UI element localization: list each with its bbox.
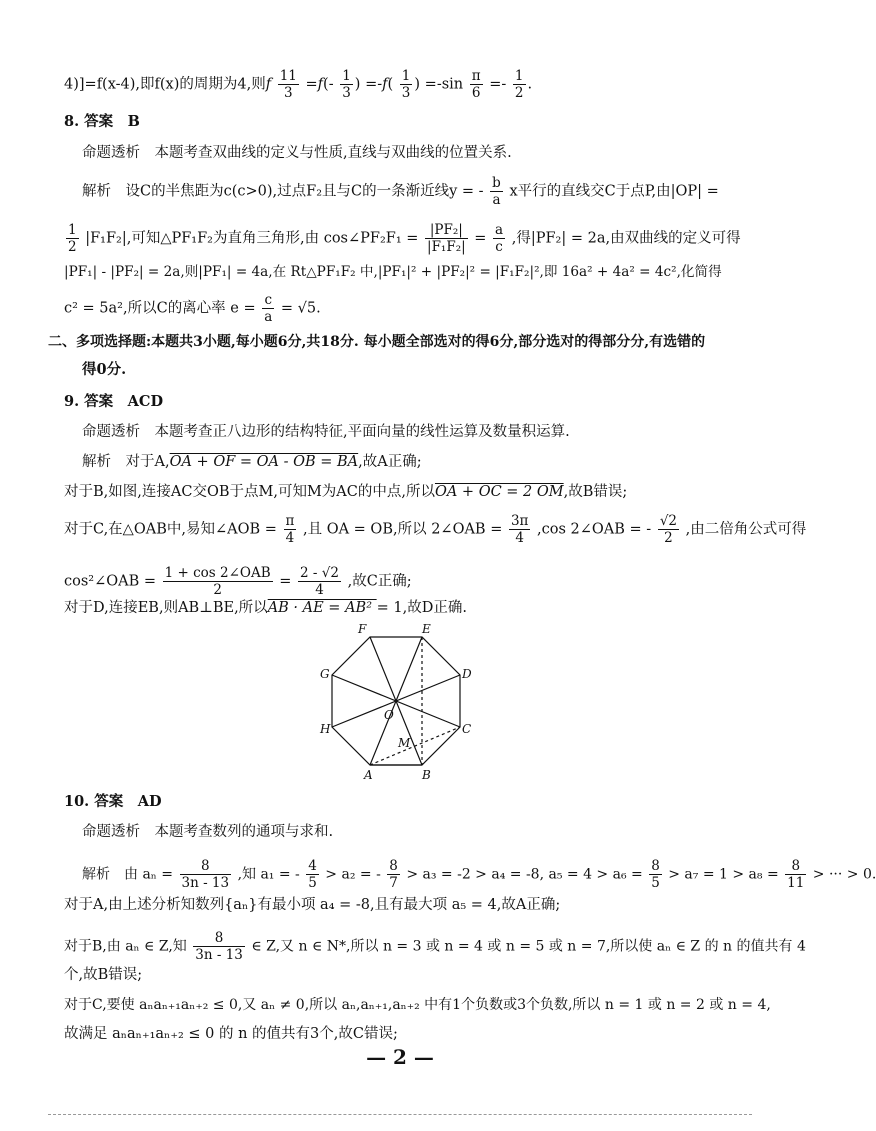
answer-heading-9: 9. 答案 ACD [64,393,164,410]
text-line: 解析 由 aₙ = $\frac{8}{3n - 13}$ ,知 a₁ = - $\frac{4}{5}$ > a₂ = - $\frac{8}{7}$ > a₃ = -2 > a₄ = -8, a₅ = 4 > a₆ = $\frac{8}{5}$ > a₇ = 1 > a₈ = $\frac{8}{11}$ > ··· > 0. [82,858,876,891]
fraction: $\frac{11}{3}$ [279,68,297,101]
label-D: D [462,667,472,681]
text-line: 对于B,由 aₙ ∈ Z,知 $\frac{8}{3n - 13}$ ∈ Z,又 n ∈ N*,所以 n = 3 或 n = 4 或 n = 5 或 n = 7,所以使 aₙ ∈ Z 的 n 的值共有 4 [64,930,806,963]
label-G: G [320,667,330,681]
text-line: 对于A,由上述分析知数列{aₙ}有最小项 a₄ = -8,且有最大项 a₅ = 4,故A正确; [64,897,561,913]
text: =-sin [424,76,464,93]
fraction: $\frac{c}{a}$ [264,292,273,325]
text-line: $\frac{1}{2}$ |F₁F₂|,可知△PF₁F₂为直角三角形,由 cos∠PF₂F₁ = $\frac{\text{|PF₂|}}{\text{|F₁F₂|}}$ = $\frac{a}{c}$ ,得|PF₂| = 2a,由双曲线的定义可得 [68,222,741,255]
analysis-tip: 命题透析 本题考查正八边形的结构特征,平面向量的线性运算及数量积运算. [82,424,570,440]
text-line: 4)]=f(x-4),即f(x)的周期为4,则f $\frac{11}{3}$ =f(- $\frac{1}{3}$ ) =-f( $\frac{1}{3}$ ) =-sin $\frac{\pi}{6}$ =- $\frac{1}{2}$ . [64,68,533,101]
text-line: 对于B,如图,连接AC交OB于点M,可知M为AC的中点,所以OA + OC = 2 OM,故B错误; [64,484,628,500]
label-O: O [384,708,394,722]
fraction: $\frac{\pi}{4}$ [285,513,295,546]
text-line: c² = 5a²,所以C的离心率 e = $\frac{c}{a}$ = √5. [64,292,321,325]
answer-heading-10: 10. 答案 AD [64,793,162,810]
label-A: A [364,768,373,782]
fraction: $\frac{3\pi}{4}$ [510,513,529,546]
text-line: 对于C,在△OAB中,易知∠AOB = $\frac{\pi}{4}$ ,且 OA = OB,所以 2∠OAB = $\frac{3\pi}{4}$ ,cos 2∠OAB = - $\frac{√2}{2}$ ,由二倍角公式可得 [64,513,807,546]
fraction: $\frac{\text{1 + cos 2∠OAB}}{2}$ [164,565,271,598]
fraction: $\frac{8}{5}$ [651,858,660,891]
fraction: $\frac{8}{7}$ [389,858,398,891]
text-line: 个,故B错误; [64,967,143,983]
vector-expression: OA + OF = OA - OB = BA [169,454,359,470]
analysis-tip: 命题透析 本题考查双曲线的定义与性质,直线与双曲线的位置关系. [82,145,512,161]
label-F: F [358,622,367,636]
fraction: $\frac{1}{3}$ [342,68,351,101]
vector-expression: OA + OC = 2 OM [434,484,564,500]
label-E: E [422,622,431,636]
fraction: $\frac{1}{3}$ [401,68,411,101]
text: 4)]=f(x-4),即f(x)的周期为4,则 [64,76,266,93]
text-line: 解析 设C的半焦距为c(c>0),过点F₂且与C的一条渐近线y = - $\frac{b}{a}$ x平行的直线交C于点P,由|OP| = [82,175,719,208]
label-B: B [422,768,431,782]
fraction: $\frac{1}{2}$ [68,222,77,255]
fraction: $\frac{\pi}{6}$ [471,68,481,101]
text: =- [489,76,507,93]
label-C: C [462,722,472,736]
octagon-figure [318,622,472,783]
text-line: |PF₁| - |PF₂| = 2a,则|PF₁| = 4a,在 Rt△PF₁F₂ 中,|PF₁|² + |PF₂|² = |F₁F₂|²,即 16a² + 4a² = 4c²,化简得 [64,264,722,280]
vector-expression: AB · AE = AB² [267,600,377,616]
label-H: H [320,722,331,736]
fraction: $\frac{a}{c}$ [495,222,504,255]
footer-divider [48,1114,752,1115]
fraction: $\frac{8}{11}$ [787,858,805,891]
text-line: 对于C,要使 aₙaₙ₊₁aₙ₊₂ ≤ 0,又 aₙ ≠ 0,所以 aₙ,aₙ₊₁,aₙ₊₂ 中有1个负数或3个负数,所以 n = 1 或 n = 2 或 n = 4, [64,997,771,1013]
text: =- [365,76,383,93]
fraction: $\frac{8}{3n - 13}$ [195,930,243,963]
fraction: $\frac{2 - √2}{4}$ [300,565,339,598]
text-line: 故满足 aₙaₙ₊₁aₙ₊₂ ≤ 0 的 n 的值共有3个,故C错误; [64,1026,398,1042]
fraction: $\frac{1}{2}$ [514,68,524,101]
text-line: 对于D,连接EB,则AB⊥BE,所以AB · AE = AB² = 1,故D正确. [64,600,467,616]
text-line: 解析 对于A,OA + OF = OA - OB = BA,故A正确; [82,454,422,470]
label-M: M [398,736,411,750]
section-heading-cont: 得0分. [82,361,127,378]
page-number: — 2 — [366,1045,434,1069]
analysis-tip: 命题透析 本题考查数列的通项与求和. [82,824,334,840]
fraction: $\frac{b}{a}$ [492,175,501,208]
section-heading: 二、多项选择题:本题共3小题,每小题6分,共18分. 每小题全部选对的得6分,部分选对的得部分分,有选错的 [48,334,706,350]
fraction: $\frac{8}{3n - 13}$ [181,858,230,891]
fraction: $\frac{4}{5}$ [308,858,317,891]
text-line: cos²∠OAB = $\frac{\text{1 + cos 2∠OAB}}{2}$ = $\frac{2 - √2}{4}$ ,故C正确; [64,565,412,598]
answer-heading-8: 8. 答案 B [64,113,140,130]
fraction: $\frac{\text{|PF₂|}}{\text{|F₁F₂|}}$ [427,222,466,255]
text: = [305,76,318,93]
fraction: $\frac{√2}{2}$ [659,513,678,546]
